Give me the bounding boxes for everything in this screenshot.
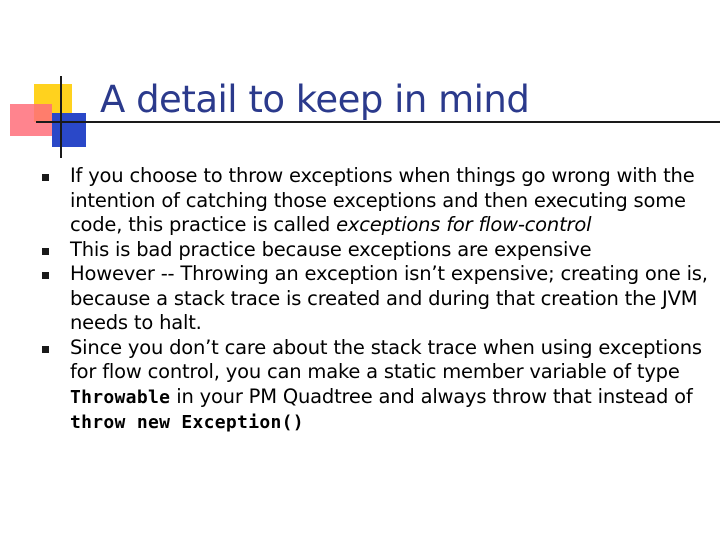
code-throwable: Throwable: [70, 386, 171, 408]
title-underline: [36, 121, 720, 123]
code-throw-new-exception: throw new Exception(): [70, 412, 304, 433]
bullet-text: This is bad practice because exceptions are expensive: [70, 237, 592, 261]
bullet-list: [40, 164, 712, 436]
bullet-item-3: [40, 262, 712, 336]
decor-blue-square: [52, 113, 86, 147]
bullet-emphasis: exceptions for flow-control: [336, 213, 592, 236]
decor-vertical-line: [60, 76, 62, 158]
bullet-square-icon: [42, 248, 49, 255]
bullet-text: However -- Throwing an exception isn’t expensive; creating one is, because a stack trace is created and during that creation the JVM needs to halt.: [70, 262, 708, 334]
bullet-square-icon: [42, 174, 49, 181]
bullet-text: Since you don’t care about the stack trace when using exceptions for flow control, you can make a static member variable of type: [70, 335, 702, 383]
bullet-square-icon: [42, 346, 49, 353]
slide-title: A detail to keep in mind: [100, 78, 530, 121]
bullet-text: in your PM Quadtree and always throw that instead of: [170, 384, 693, 408]
bullet-item-1: [40, 164, 712, 238]
decor-red-square: [10, 104, 52, 136]
bullet-text: If you choose to throw exceptions when things go wrong with the intention of catching those exceptions and then executing some code, this practice is called: [70, 164, 695, 236]
bullet-square-icon: [42, 272, 49, 279]
bullet-item-2: [40, 238, 712, 263]
bullet-item-4: [40, 336, 712, 436]
